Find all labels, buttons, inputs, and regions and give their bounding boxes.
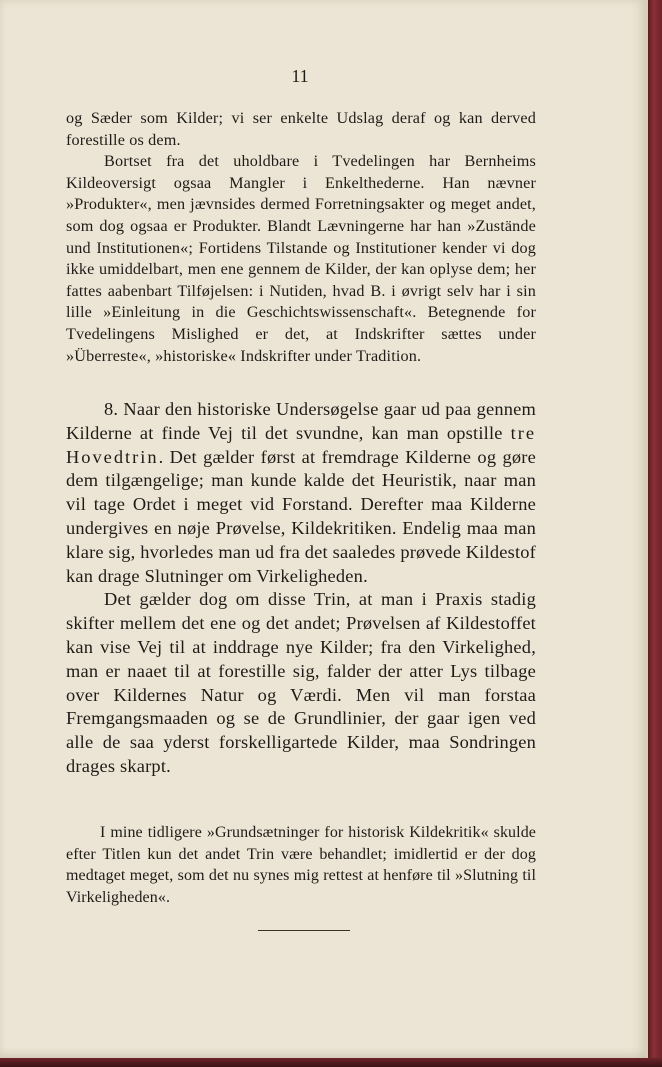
- paragraph-section-8-start: 8. Naar den historiske Undersøgelse gaar ud paa gennem Kilderne at finde Vej til det svundne, kan man opstille: [66, 399, 536, 443]
- paragraph-bernheim: Bortset fra det uholdbare i Tvedelingen har Bernheims Kildeoversigt ogsaa Mangler i Enkelthederne. Han nævner »Produkter«, men jævnsides dermed Forretningsakter og meget andet, som dog ogsaa er Produkter. Blandt Lævningerne har han »Zustände und Institutionen«; Fortidens Tilstande og Institutioner kender vi dog ikke umiddelbart, men ene gennem de Kilder, der kan oplyse dem; her fattes aabenbart Tilføjelsen: i Nutiden, hvad B. i øvrigt selv har i sin lille »Einleitung in die Geschichtswissenschaft«. Betegnende for Tvedelingens Mislighed er det, at Indskrifter sættes under »Überreste«, »historiske« Indskrifter under Tradition.: [66, 152, 536, 365]
- section-main-text: [66, 398, 536, 779]
- paragraph-trin-praxis: Det gælder dog om disse Trin, at man i Praxis stadig skifter mellem det ene og det andet; Prøvelsen af Kildestoffet kan vise Vej til at inddrage nye Kilder; fra den Virkelighed, man er naaet til at forestille sig, falder der atter Lys tilbage over Kildernes Natur og Værdi. Men vil man forstaa Fremgangsmaaden og se de Grundlinier, der gaar igen ved alle de saa yderst forskelligartede Kilder, maa Sondringen drages skarpt.: [66, 589, 536, 776]
- section-small-text: [66, 108, 536, 367]
- footnote: [66, 822, 536, 908]
- end-rule: [258, 930, 350, 931]
- footnote-text: I mine tidligere »Grundsætninger for historisk Kildekritik« skulde efter Titlen kun det andet Trin være behandlet; imidlertid er der dog medtaget meget, som det nu synes mig rettest at henføre til »Slutning til Virkeligheden«.: [66, 824, 536, 906]
- page-number: 11: [291, 66, 309, 86]
- paragraph-section-8: [66, 398, 536, 588]
- paragraph-section-8-rest: . Det gælder først at fremdrage Kilderne og gøre dem tilgængelige; man kunde kalde det Heuristik, naar man vil tage Ordet i meget vid Forstand. Derefter maa Kilderne undergives en nøje Prøvelse, Kildekritiken. Endelig maa man klare sig, hvorledes man ud fra det saaledes prøvede Kildestof kan drage Slutninger om Virkeligheden.: [66, 446, 536, 586]
- emphasis-tre-hovedtrin: tre Hovedtrin: [66, 422, 536, 467]
- paragraph-continuation: og Sæder som Kilder; vi ser enkelte Udslag deraf og kan derved forestille os dem.: [66, 109, 536, 149]
- book-cover-edge: [648, 0, 662, 1067]
- book-bottom-edge: [0, 1058, 662, 1067]
